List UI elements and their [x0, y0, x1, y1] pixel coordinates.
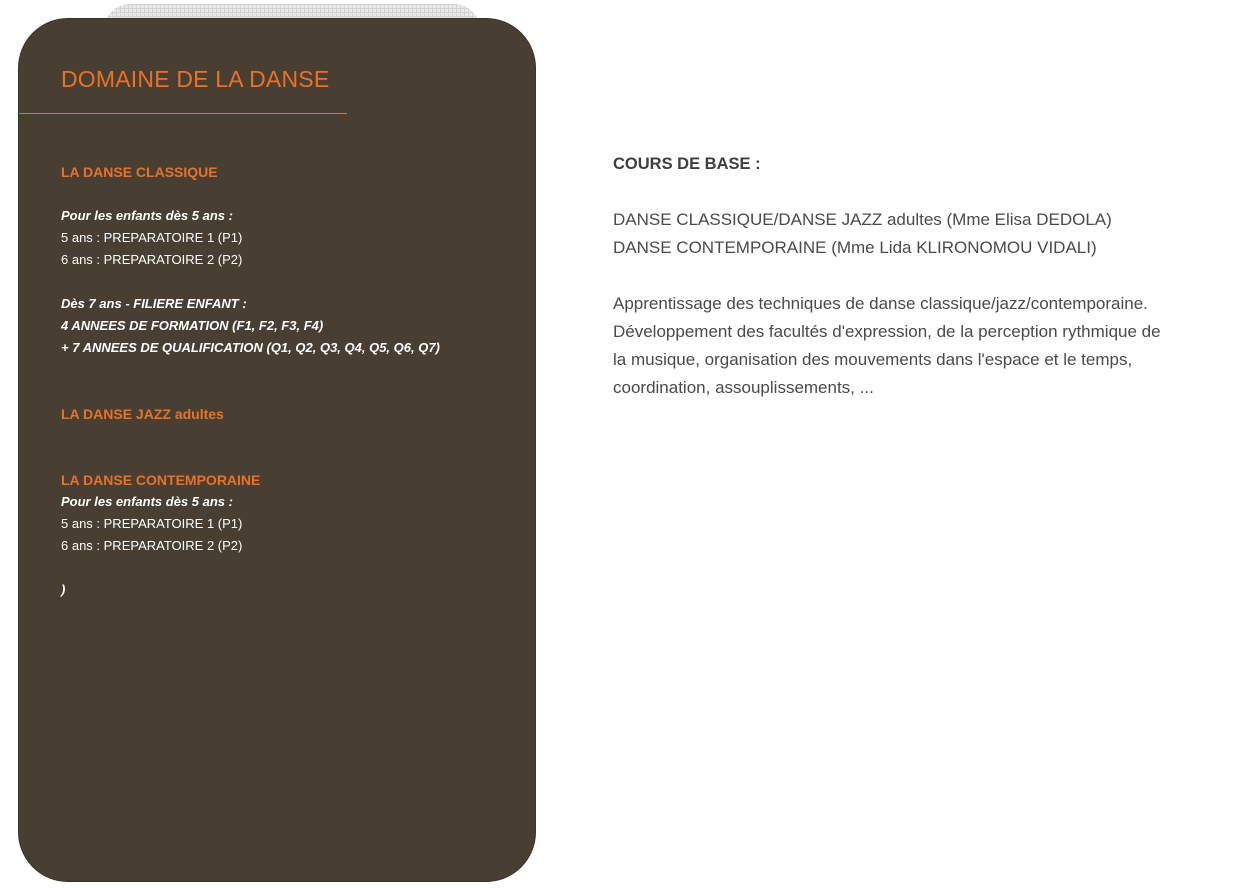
title-divider	[19, 113, 347, 114]
classique-formation: 4 ANNEES DE FORMATION (F1, F2, F3, F4)	[61, 318, 324, 333]
cours-de-base-heading: COURS DE BASE :	[613, 155, 761, 173]
classique-p2: 6 ans : PREPARATOIRE 2 (P2)	[61, 252, 243, 267]
contemporaine-p2: 6 ans : PREPARATOIRE 2 (P2)	[61, 538, 243, 553]
contemporaine-p1: 5 ans : PREPARATOIRE 1 (P1)	[61, 516, 243, 531]
section-heading-jazz: LA DANSE JAZZ adultes	[61, 406, 224, 422]
contemporaine-enfants-label: Pour les enfants dès 5 ans :	[61, 494, 233, 509]
panel-title: DOMAINE DE LA DANSE	[61, 66, 330, 92]
course-line: DANSE CONTEMPORAINE (Mme Lida KLIRONOMOU VIDALI)	[613, 238, 1097, 257]
description-line: la musique, organisation des mouvements dans l'espace et le temps,	[613, 350, 1133, 369]
dance-domain-panel	[18, 18, 536, 882]
description-line: Apprentissage des techniques de danse classique/jazz/contemporaine.	[613, 294, 1148, 313]
classique-enfants-label: Pour les enfants dès 5 ans :	[61, 208, 233, 223]
section-heading-classique: LA DANSE CLASSIQUE	[61, 164, 218, 180]
section-heading-contemporaine: LA DANSE CONTEMPORAINE	[61, 472, 261, 488]
classique-filiere-label: Dès 7 ans - FILIERE ENFANT :	[61, 296, 247, 311]
description-line: Développement des facultés d'expression, de la perception rythmique de	[613, 322, 1161, 341]
classique-qualification: + 7 ANNEES DE QUALIFICATION (Q1, Q2, Q3, Q4, Q5, Q6, Q7)	[61, 340, 440, 355]
main-content	[613, 150, 1223, 402]
course-line: DANSE CLASSIQUE/DANSE JAZZ adultes (Mme Elisa DEDOLA)	[613, 210, 1112, 229]
contemporaine-trailing: )	[61, 582, 66, 597]
classique-p1: 5 ans : PREPARATOIRE 1 (P1)	[61, 230, 243, 245]
panel-body	[61, 161, 521, 601]
description-line: coordination, assouplissements, ...	[613, 378, 874, 397]
